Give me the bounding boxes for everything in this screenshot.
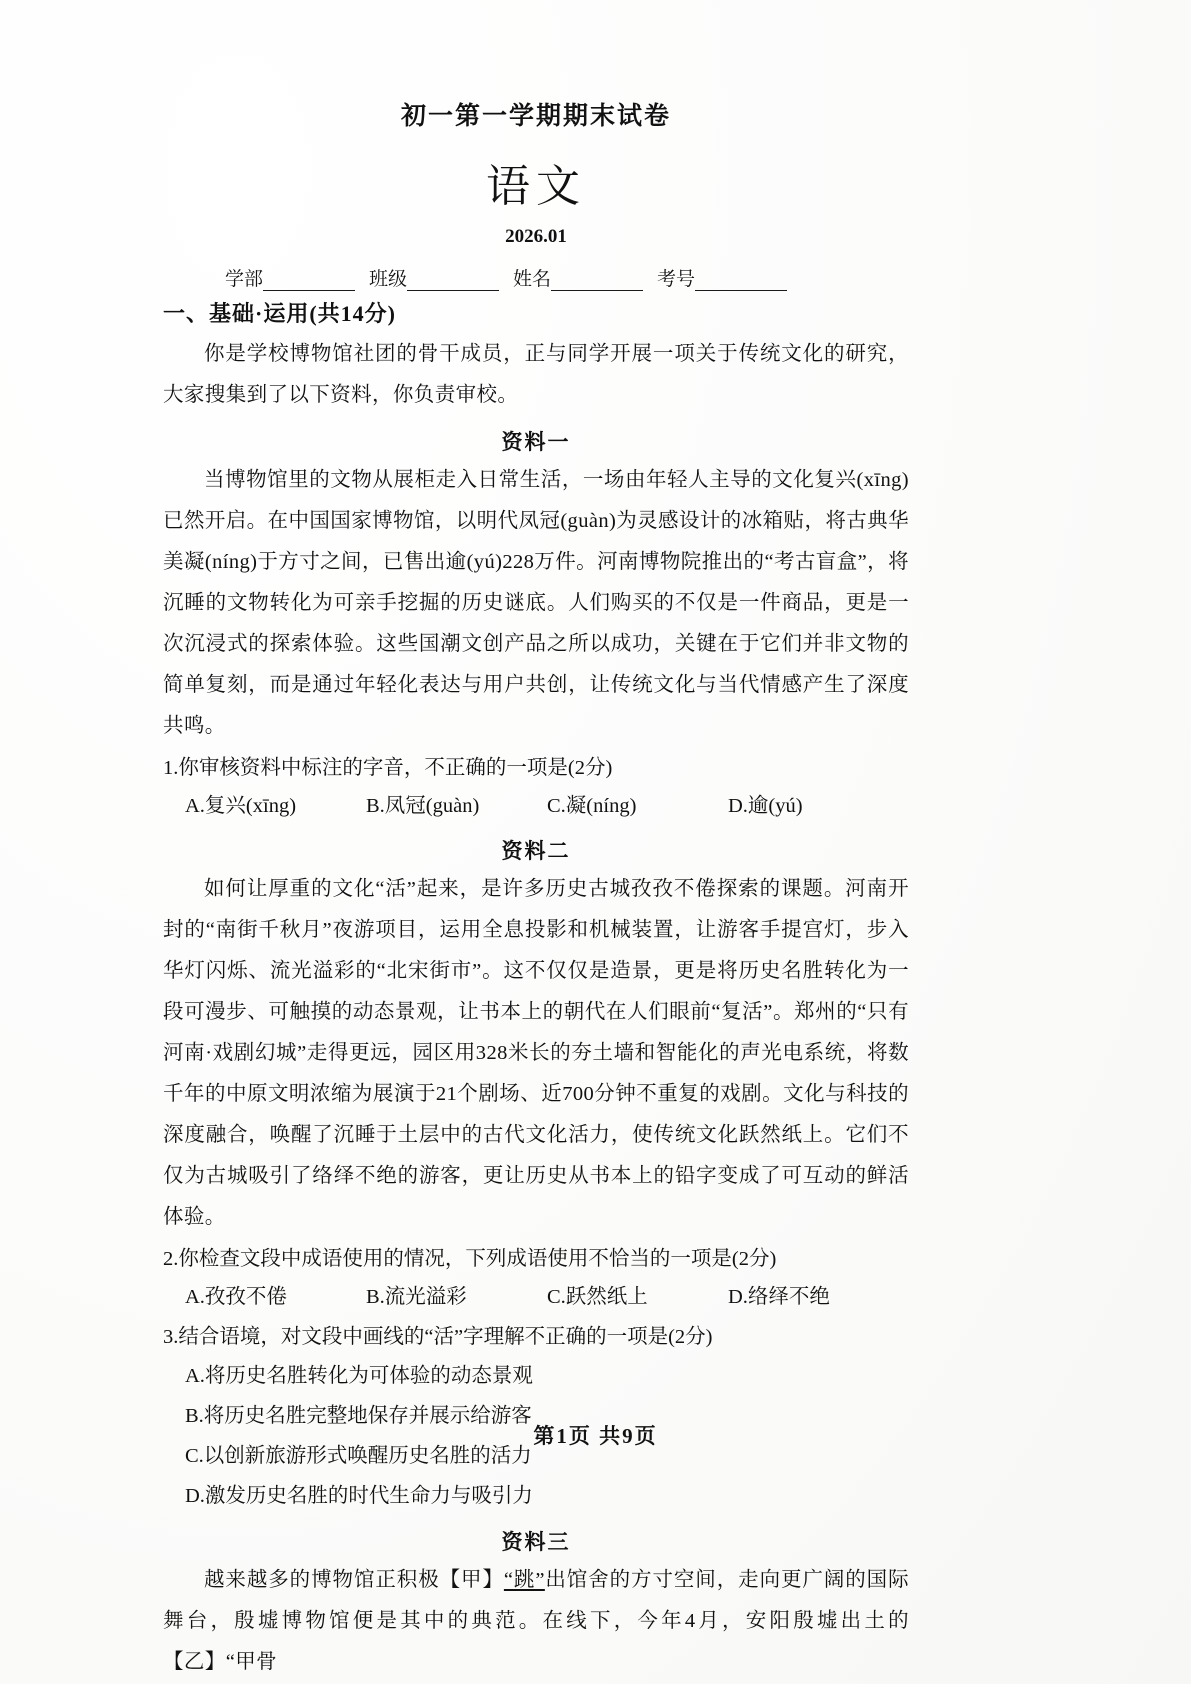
info-label-kaohao: 考号 [657,269,696,290]
info-field-xuebu [225,264,355,291]
info-field-banji [369,264,499,291]
question-1-stem: 1.你审核资料中标注的字音，不正确的一项是(2分) [163,757,613,779]
question-1-options [163,787,909,825]
page-title: 初一第一学期期末试卷 [400,103,671,130]
question-1-option-c[interactable]: C.凝(níng) [547,795,637,817]
question-2-options [163,1278,909,1316]
info-label-xuebu: 学部 [225,269,264,290]
question-1-option-a[interactable]: A.复兴(xīng) [185,795,297,817]
material-paragraph-3 [163,1560,909,1683]
question-2-option-a[interactable]: A.孜孜不倦 [185,1286,287,1308]
info-label-xingming: 姓名 [513,269,552,290]
question-3-stem: 3.结合语境，对文段中画线的“活”字理解不正确的一项是(2分) [163,1326,713,1348]
question-2-option-c[interactable]: C.跃然纸上 [547,1286,648,1308]
question-3-option-c[interactable]: C.以创新旅游形式唤醒历史名胜的活力 [185,1445,532,1467]
question-1-option-b[interactable]: B.凤冠(guàn) [366,795,480,817]
question-1-option-d[interactable]: D.逾(yú) [728,795,803,817]
info-blank-xingming[interactable] [551,272,643,291]
question-2-stem: 2.你检查文段中成语使用的情况，下列成语使用不恰当的一项是(2分) [163,1248,777,1270]
material-3-text-part1: 越来越多的博物馆正积极【甲】 [204,1569,504,1591]
exam-date: 2026.01 [505,226,567,247]
material-heading-2: 资料二 [501,839,571,863]
material-paragraph-2: 如何让厚重的文化“活”起来，是许多历史古城孜孜不倦探索的课题。河南开封的“南街千秋月”夜游项目，运用全息投影和机械装置，让游客手提宫灯，步入华灯闪烁、流光溢彩的“北宋街市”。这不仅仅是造景，更是将历史名胜转化为一段可漫步、可触摸的动态景观，让书本上的朝代在人们眼前“复活”。郑州的“只有河南·戏剧幻城”走得更远，园区用328米长的夯土墙和智能化的声光电系统，将数千年的中原文明浓缩为展演于21个剧场、近700分钟不重复的戏剧。文化与科技的深度融合，唤醒了沉睡于土层中的古代文化活力，使传统文化跃然纸上。它们不仅为古城吸引了络绎不绝的游客，更让历史从书本上的铅字变成了可互动的鲜活体验。 [163,878,909,1228]
question-3-option-b[interactable]: B.将历史名胜完整地保存并展示给游客 [185,1405,532,1427]
question-3-option-a[interactable]: A.将历史名胜转化为可体验的动态景观 [185,1365,533,1387]
material-3-text-part2: 出馆舍的方寸空间，走向更广阔的国际舞台，殷墟博物馆便是其中的典范。在线下，今年4月，安阳殷墟出土的【乙】 [163,1569,909,1673]
material-heading-3: 资料三 [501,1530,571,1554]
page-footer: 第1页 共9页 [533,1424,658,1448]
info-blank-banji[interactable] [407,272,499,291]
material-3-text-part3: “甲骨 [225,1651,278,1673]
info-blank-xuebu[interactable] [263,272,355,291]
question-2-option-d[interactable]: D.络绎不绝 [728,1286,830,1308]
material-paragraph-1: 当博物馆里的文物从展柜走入日常生活，一场由年轻人主导的文化复兴(xīng)已然开启。在中国国家博物馆，以明代凤冠(guàn)为灵感设计的冰箱贴，将古典华美凝(níng)于方寸之间，已售出逾(yú)228万件。河南博物院推出的“考古盲盒”，将沉睡的文物转化为可亲手挖掘的历史谜底。人们购买的不仅是一件商品，更是一次沉浸式的探索体验。这些国潮文创产品之所以成功，关键在于它们并非文物的简单复刻，而是通过年轻化表达与用户共创，让传统文化与当代情感产生了深度共鸣。 [163,469,909,737]
info-label-banji: 班级 [369,269,408,290]
material-3-underlined-jia: “跳” [503,1569,545,1591]
section-intro-paragraph: 你是学校博物馆社团的骨干成员，正与同学开展一项关于传统文化的研究，大家搜集到了以下资料，你负责审校。 [163,343,909,406]
question-2-option-b[interactable]: B.流光溢彩 [366,1286,467,1308]
section-heading: 一、基础·运用(共14分) [163,301,396,326]
student-info-row [163,264,909,291]
question-3-option-d[interactable]: D.激发历史名胜的时代生命力与吸引力 [185,1485,533,1507]
subject-title: 语文 [486,162,586,211]
info-blank-kaohao[interactable] [695,272,787,291]
info-field-kaohao [657,264,787,291]
info-field-xingming [513,264,643,291]
material-heading-1: 资料一 [501,430,571,454]
